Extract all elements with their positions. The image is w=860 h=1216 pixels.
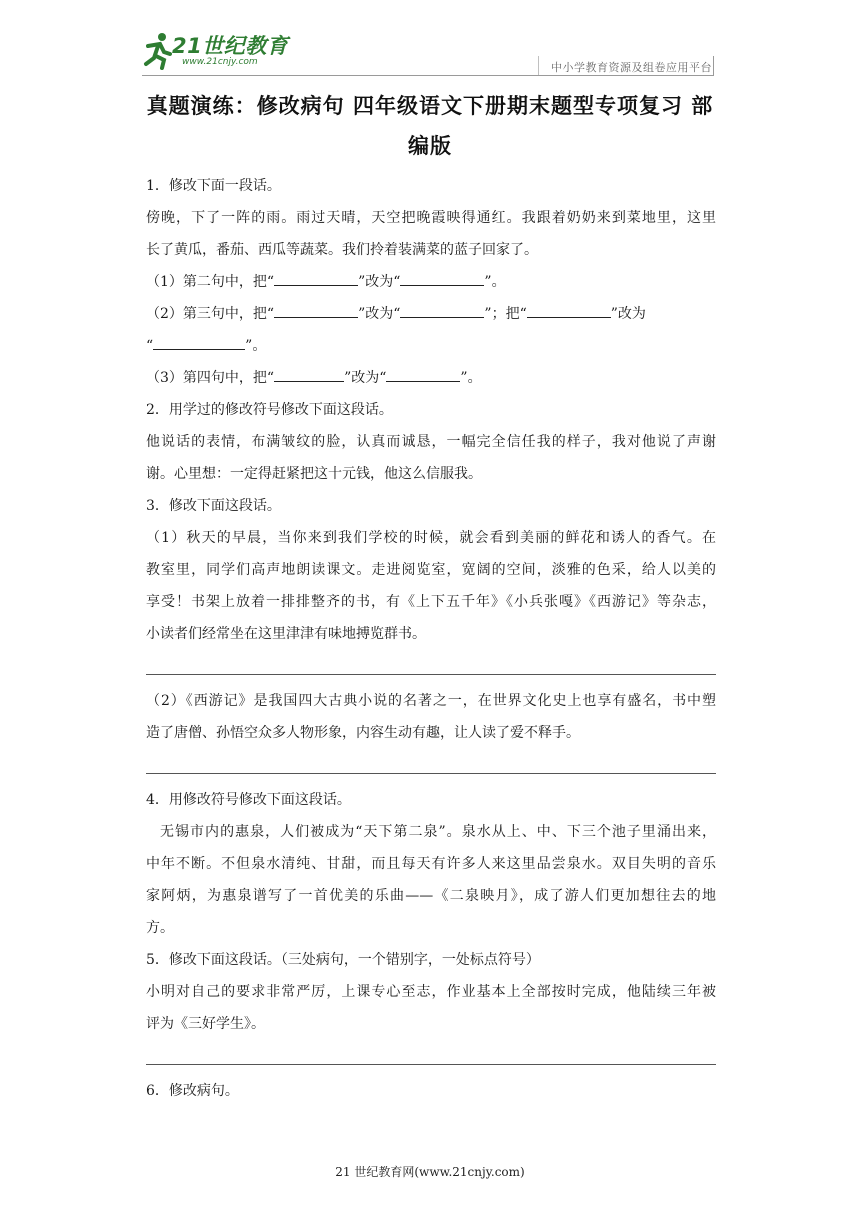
- sub-3-end: ”。: [460, 370, 482, 386]
- header-divider-right: [713, 56, 714, 76]
- sub-3-middle: ”改为“: [344, 370, 387, 386]
- sub-1-middle: ”改为“: [358, 274, 401, 290]
- page-footer: 21 世纪教育网(www.21cnjy.com): [335, 1165, 525, 1179]
- logo-brand-text: 21世纪教育: [172, 34, 289, 58]
- question-5-paragraph-line: 评为《三好学生》。: [146, 1016, 265, 1032]
- sub-1-end: ”。: [484, 274, 506, 290]
- question-2-paragraph-line: 他说话的表情，布满皱纹的脸，认真而诚恳，一幅完全信任我的样子，我对他说了声谢: [146, 434, 716, 450]
- sub-2-end: ”。: [245, 338, 267, 354]
- document-body: [146, 170, 716, 1107]
- fill-blank[interactable]: [400, 267, 484, 286]
- question-2-heading: 2．用学过的修改符号修改下面这段话。: [146, 402, 393, 418]
- question-6-heading: 6．修改病句。: [146, 1083, 239, 1099]
- question-3-paragraph-line: 造了唐僧、孙悟空众多人物形象，内容生动有趣，让人读了爱不释手。: [146, 725, 580, 741]
- fill-blank[interactable]: [153, 331, 245, 350]
- sub-2-separator: ”；把“: [484, 306, 527, 322]
- answer-line[interactable]: [146, 1040, 716, 1065]
- site-logo[interactable]: [142, 30, 292, 76]
- question-1-sub-2: [146, 298, 716, 330]
- page-header: [0, 0, 860, 80]
- question-4-paragraph-line: 中年不断。不但泉水清纯、甘甜，而且每天有许多人来这里品尝泉水。双目失明的音乐: [146, 856, 716, 872]
- fill-blank[interactable]: [386, 363, 460, 382]
- fill-blank[interactable]: [527, 299, 611, 318]
- question-1-sub-3: [146, 362, 716, 394]
- sub-1-prefix: （1）第二句中，把“: [146, 274, 275, 290]
- sub-2-prefix: （2）第三句中，把“: [146, 306, 275, 322]
- sub-3-prefix: （3）第四句中，把“: [146, 370, 275, 386]
- question-3-paragraph-line: 享受！书架上放着一排排整齐的书，有《上下五千年》《小兵张嘎》《西游记》等杂志，: [146, 594, 716, 610]
- fill-blank[interactable]: [274, 299, 358, 318]
- fill-blank[interactable]: [274, 267, 358, 286]
- document-title-line2: 编版: [408, 134, 452, 158]
- fill-blank[interactable]: [274, 363, 344, 382]
- question-1-sub-1: [146, 266, 716, 298]
- sub-2-middle: ”改为“: [358, 306, 401, 322]
- answer-line[interactable]: [146, 650, 716, 675]
- platform-name: 中小学教育资源及组卷应用平台: [551, 61, 712, 74]
- header-divider: [538, 56, 539, 76]
- question-1-sub-2-cont: [146, 330, 716, 362]
- question-3-paragraph-line: 小读者们经常坐在这里津津有味地搏览群书。: [146, 626, 426, 642]
- question-4-paragraph-line: 家阿炳，为惠泉谱写了一首优美的乐曲——《二泉映月》，成了游人们更加想往去的地: [146, 888, 716, 904]
- question-3-paragraph-line: （1）秋天的早晨，当你来到我们学校的时候，就会看到美丽的鲜花和诱人的香气。在: [146, 530, 716, 546]
- answer-line[interactable]: [146, 749, 716, 774]
- logo-url-text: www.21cnjy.com: [182, 57, 258, 67]
- question-1-paragraph-line: 长了黄瓜，番茄、西瓜等蔬菜。我们拎着装满菜的蓝子回家了。: [146, 242, 538, 258]
- question-5-heading: 5．修改下面这段话。（三处病句，一个错别字，一处标点符号）: [146, 952, 540, 968]
- question-3-heading: 3．修改下面这段话。: [146, 498, 281, 514]
- question-4-heading: 4．用修改符号修改下面这段话。: [146, 792, 351, 808]
- header-rule: [142, 75, 714, 76]
- sub-2-middle-2: ”改为: [610, 306, 646, 322]
- question-5-paragraph-line: 小明对自己的要求非常严厉，上课专心至志，作业基本上全部按时完成，他陆续三年被: [146, 984, 716, 1000]
- question-4-paragraph-line: 无锡市内的惠泉，人们被成为“天下第二泉”。泉水从上、中、下三个池子里涌出来，: [160, 824, 716, 840]
- question-2-paragraph-line: 谢。心里想：一定得赶紧把这十元钱，他这么信服我。: [146, 466, 482, 482]
- question-3-paragraph-line: （2）《西游记》是我国四大古典小说的名著之一，在世界文化史上也享有盛名，书中塑: [146, 693, 716, 709]
- fill-blank[interactable]: [400, 299, 484, 318]
- running-man-icon: [142, 30, 172, 70]
- question-1-heading: 1．修改下面一段话。: [146, 178, 281, 194]
- question-3-paragraph-line: 教室里，同学们高声地朗读课文。走进阅览室，宽阔的空间，淡雅的色采，给人以美的: [146, 562, 716, 578]
- sub-2-open-quote: “: [146, 338, 154, 354]
- document-title-line1: 真题演练：修改病句 四年级语文下册期末题型专项复习 部: [146, 94, 714, 118]
- question-1-paragraph-line: 傍晚，下了一阵的雨。雨过天晴，天空把晚霞映得通红。我跟着奶奶来到菜地里，这里: [146, 210, 716, 226]
- question-4-paragraph-line: 方。: [146, 920, 174, 936]
